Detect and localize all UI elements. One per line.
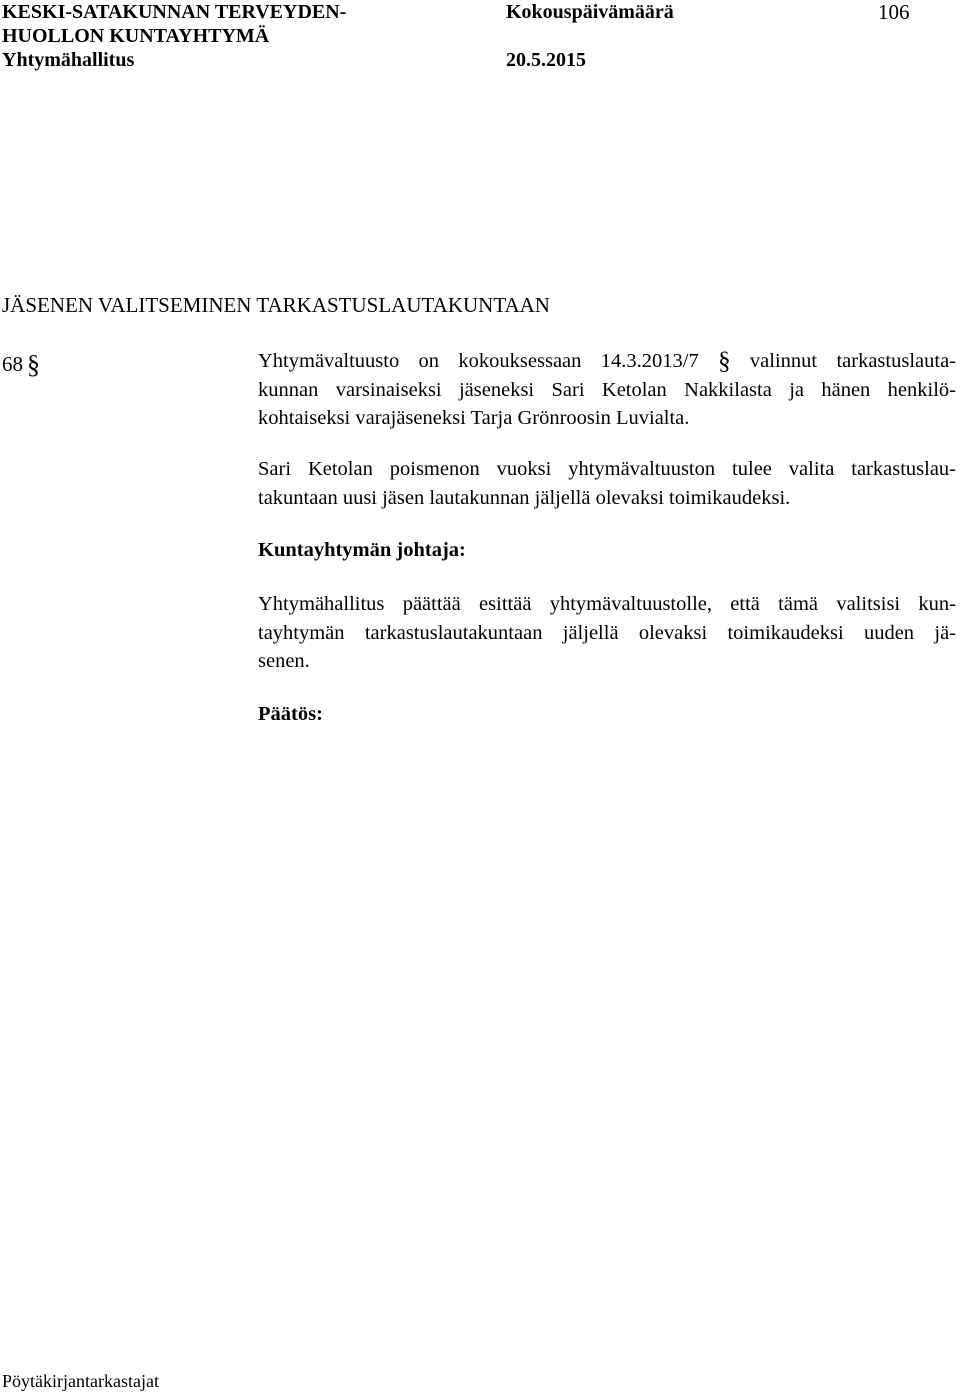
organization-name-line1: KESKI-SATAKUNNAN TERVEYDEN- [2, 1, 347, 23]
meeting-date: 20.5.2015 [506, 49, 586, 71]
paragraph-proposal [258, 590, 956, 676]
paragraph-reason [258, 455, 956, 512]
paragraph-line: kunnan varsinaiseksi jäseneksi Sari Ketolan Nakkilasta ja hänen henkilö- [258, 378, 956, 401]
paragraph-line: kohtaiseksi varajäseneksi Tarja Grönroosin Luvialta. [258, 407, 690, 429]
paragraph-text: Yhtymävaltuusto on kokouksessaan 14.3.2013/7 [258, 350, 699, 372]
section-sign: § [27, 350, 40, 379]
proposal-heading: Kuntayhtymän johtaja: [258, 539, 466, 561]
governing-body: Yhtymähallitus [2, 49, 135, 71]
meeting-date-label: Kokouspäivämäärä [506, 1, 674, 23]
organization-name-line2: HUOLLON KUNTAYHTYMÄ [2, 25, 270, 47]
footer-minutes-checkers: Pöytäkirjantarkastajat [2, 1371, 159, 1391]
paragraph-line: Yhtymähallitus päättää esittää yhtymävaltuustolle, että tämä valitsisi kun- [258, 593, 956, 615]
paragraph-background [258, 346, 956, 433]
paragraph-line: takuntaan uusi jäsen lautakunnan jäljellä olevaksi toimikaudeksi. [258, 486, 791, 509]
paragraph-line: tayhtymän tarkastuslautakuntaan jäljellä olevaksi toimikaudeksi uuden jä- [258, 621, 956, 644]
paragraph-line: Sari Ketolan poismenon vuoksi yhtymävaltuuston tulee valita tarkastuslau- [258, 458, 956, 480]
paragraph-number [2, 350, 40, 377]
paragraph-number-value: 68 [2, 352, 23, 376]
section-title: JÄSENEN VALITSEMINEN TARKASTUSLAUTAKUNTAAN [2, 293, 550, 317]
section-sign-inline: § [718, 348, 731, 375]
paragraph-line [258, 346, 956, 376]
paragraph-line: senen. [258, 650, 310, 672]
paragraph-text: valinnut tarkastuslauta- [749, 350, 956, 372]
decision-heading: Päätös: [258, 703, 323, 725]
page-number: 106 [878, 0, 910, 24]
